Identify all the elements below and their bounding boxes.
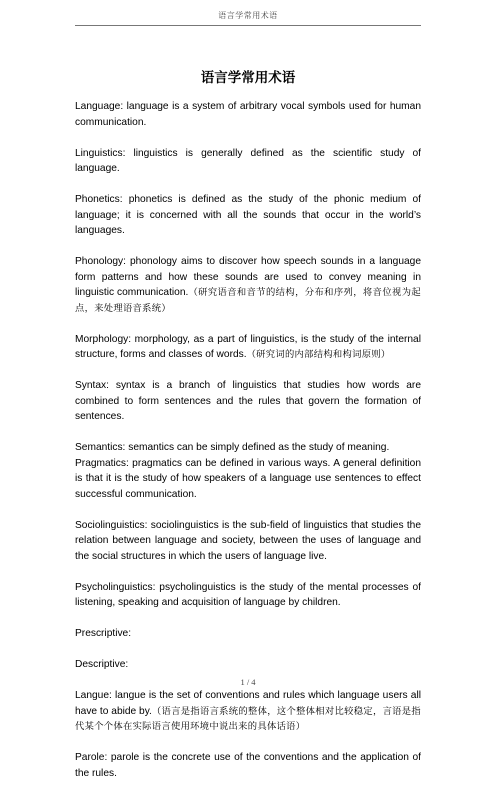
term-phonetics [75,192,421,239]
chinese-annotation: （研究词的内部结构和构词原则） [246,349,391,360]
term-morphology [75,332,421,363]
page-number: 1 / 4 [240,677,256,687]
definition-text: Phonetics: phonetics is defined as the study of the phonic medium of language; it is concerned with all the sounds that occur in the world’s languages. [75,194,421,236]
chinese-annotation: （研究语音和音节的结构，分布和序列，将音位视为起点，来处理语音系统） [75,287,421,314]
term-linguistics [75,146,421,177]
term-psycholinguistics [75,580,421,611]
definition-text: Language: language is a system of arbitrary vocal symbols used for human communication. [75,101,421,128]
definition-text: Psycholinguistics: psycholinguistics is the study of the mental processes of listening, speaking and acquisition of language by children. [75,581,421,608]
definition-text: Linguistics: linguistics is generally defined as the scientific study of language. [75,147,421,174]
definition-text: Syntax: syntax is a branch of linguistics that studies how words are combined to form sentences and the rules that govern the formation of sentences. [75,380,421,422]
chinese-annotation: （语言是指语言系统的整体，这个整体相对比较稳定，言语是指代某个个体在实际语言使用环境中说出来的具体话语） [75,705,421,732]
term-phonology [75,254,421,316]
definition-text: Sociolinguistics: sociolinguistics is the sub-field of linguistics that studies the relation between language and society, between the uses of language and the social structures in which the users of language live. [75,519,421,562]
definition-text: Prescriptive: [75,628,132,639]
definition-text: Descriptive: [75,659,129,670]
term-parole [75,750,421,781]
definition-text: Semantics: semantics can be simply defined as the study of meaning. [75,442,390,453]
running-header: 语言学常用术语 [218,11,278,20]
document-title: 语言学常用术语 [200,70,296,86]
term-pragmatics [75,456,421,503]
definition-text: Morphology: morphology, as a part of linguistics, is the study of the internal structure, forms and classes of words. [75,333,421,360]
term-descriptive [75,657,421,673]
definition-text: Phonology: phonology aims to discover how speech sounds in a language form patterns and how these sounds are used to convey meaning in linguistic communication. [75,256,421,298]
header-rule [75,25,421,26]
definition-text: Pragmatics: pragmatics can be defined in various ways. A general definition is that it is the study of how speakers of a language use sentences to effect successful communication. [75,457,421,500]
definition-text: Langue: langue is the set of conventions and rules which language users all have to abide by. [75,690,421,717]
term-sociolinguistics [75,518,421,565]
term-prescriptive [75,626,421,642]
term-semantics [75,440,421,456]
document-body [75,99,421,797]
term-langue [75,688,421,735]
definition-text: Parole: parole is the concrete use of the conventions and the application of the rules. [75,752,421,779]
term-syntax [75,378,421,425]
term-language [75,99,421,130]
